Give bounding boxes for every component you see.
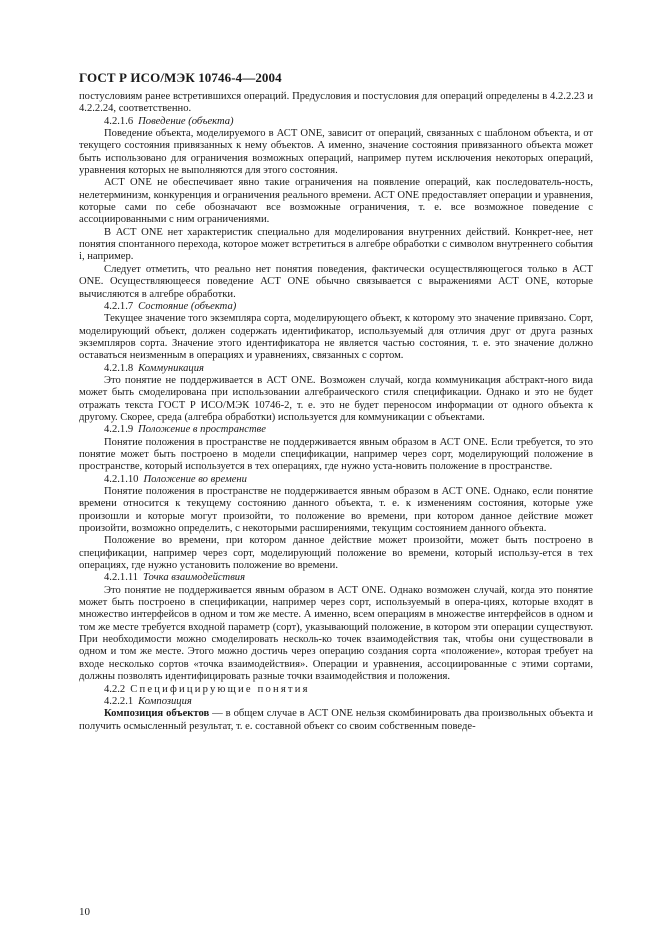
section-heading xyxy=(79,474,593,486)
section-heading xyxy=(79,684,593,696)
paragraph xyxy=(79,708,593,733)
section-number: 4.2.2 xyxy=(104,683,126,695)
section-title: Поведение (объекта) xyxy=(138,115,234,127)
section-title: Положение в пространстве xyxy=(138,424,266,436)
section-number: 4.2.1.10 xyxy=(104,473,139,485)
paragraph: постусловиям ранее встретившихся операций. Предусловия и постусловия для операций определены в 4.2.2.23 и 4.2.2.24, соответственно. xyxy=(79,91,593,115)
section-number: 4.2.1.6 xyxy=(104,115,134,127)
paragraph: Понятие положения в пространстве не поддерживается явным образом в АСТ ONE. Однако, если понятие времени относится к текущему состоянию данного объекта, т. е. к изменениям состояния, которые уже произошли и которые могут произойти, то положение во времени, при котором данное действие может произойти, возможно определить, с некоторыми расширениями, текущим состоянием данного объекта. xyxy=(79,486,593,535)
section-heading xyxy=(79,363,593,375)
page-number: 10 xyxy=(79,906,90,918)
paragraph: Следует отметить, что реально нет понятия поведения, фактически осуществляющегося только в АСТ ONE. Осуществляющееся поведение АСТ ONE обычно связывается с выражениями АСТ ONE, которые вычисляются в алгебре обработки. xyxy=(79,263,593,300)
paragraph: Это понятие не поддерживается явным образом в АСТ ONE. Однако возможен случай, когда это понятие может быть построено в спецификации, например через сорт, используемый в опера-циях, которые входят в множество интерфейсов в одном и том же месте. А именно, всем операциям в множестве интерфейсов в одном и том же месте требуется входной параметр (сорт), указывающий положение, в котором эти операции существуют. При необходимости можно смоделировать несколь-ко точек взаимодействия так, чтобы они существовали в одном и том же месте. Этого можно достичь через операцию создания сорта «положение», которая требует на входе несколько сортов «точка взаимодействия». Операции и уравнения, ассоциированные с этими сортами, должны позволять идентифицировать разные точки взаимодействия и положения. xyxy=(79,584,593,683)
paragraph: Это понятие не поддерживается в АСТ ONE. Возможен случай, когда коммуникация абстракт-ного вида может быть смоделирована при использовании алгебраического стиля спецификации. Однако и это не будет отражать текста ГОСТ Р ИСО/МЭК 10746-2, т. е. это не будет переносом информации от одного объекта к другому. Скорее, среда (алгебра обработки) используется для коммуникации с объектами. xyxy=(79,374,593,423)
section-heading xyxy=(79,696,593,708)
section-heading xyxy=(79,424,593,436)
section-number: 4.2.1.11 xyxy=(104,572,139,584)
section-title: Коммуникация xyxy=(138,362,204,374)
section-title: Состояние (объекта) xyxy=(138,300,237,312)
paragraph: В АСТ ONE нет характеристик специально для моделирования внутренних действий. Конкрет-нее, нет понятия спонтанного перехода, которое может встретиться в алгебре обработки с символом внутреннего события i, например. xyxy=(79,226,593,263)
section-number: 4.2.1.7 xyxy=(104,300,134,312)
paragraph: АСТ ONE не обеспечивает явно такие ограничения на появление операций, как последователь-ность, нелетерминизм, конкуренция и ограничения реального времени. АСТ ONE предоставляет операции и уравнения, которые сами по себе обозначают все возможные ограничения, т. е. все возможное поведение с ассоциированными с ним ограничениями. xyxy=(79,177,593,226)
term-text: — в общем случае в АСТ ONE нельзя скомбинировать два произвольных объекта и получить осмысленный результат, т. е. составной объект со своим собственным поведе- xyxy=(79,708,593,732)
section-number: 4.2.1.8 xyxy=(104,362,134,374)
section-title: Точка взаимодействия xyxy=(143,572,246,584)
section-heading xyxy=(79,572,593,584)
section-number: 4.2.1.9 xyxy=(104,424,134,436)
paragraph: Поведение объекта, моделируемого в АСТ ONE, зависит от операций, связанных с шаблоном объекта, и от текущего состояния привязанных к нему объектов. А именно, значение состояния привязанного объекта может быть использовано для ограничения возможных операций, например путем исключения некоторых операций, уравнения которых не выполняются для этого состояния. xyxy=(79,128,593,177)
section-heading xyxy=(79,116,593,128)
section-title: Специфицирующие понятия xyxy=(130,683,310,695)
section-title: Композиция xyxy=(138,695,192,707)
paragraph: Положение во времени, при котором данное действие может произойти, может быть построено в спецификации, например через сорт, моделирующий положение во времени, который использу-ется в тех операциях, где нужно установить положение во времени. xyxy=(79,535,593,572)
paragraph: Понятие положения в пространстве не поддерживается явным образом в АСТ ONE. Если требуется, то это понятие может быть построено в модели спецификации, например через сорт, моделирующий положение в пространстве, который используется в тех операциях, где нужно уста-новить положение в пространстве. xyxy=(79,436,593,473)
term-lead: Композиция объектов xyxy=(104,708,210,720)
section-number: 4.2.2.1 xyxy=(104,695,134,707)
paragraph: Текущее значение того экземпляра сорта, моделирующего объект, к которому это значение привязано. Сорт, моделирующий объект, должен содержать идентификатор, используемый для отличия друг от друга разных экземпляров сорта. Значение этого идентификатора не является частью состояния, т. е. это значение должно оставаться неизменным в операциях и уравнениях, связанных с сортом. xyxy=(79,313,593,362)
section-title: Положение во времени xyxy=(143,473,247,485)
document-header: ГОСТ Р ИСО/МЭК 10746-4—2004 xyxy=(79,70,282,85)
section-heading xyxy=(79,301,593,313)
document-body xyxy=(79,91,593,733)
